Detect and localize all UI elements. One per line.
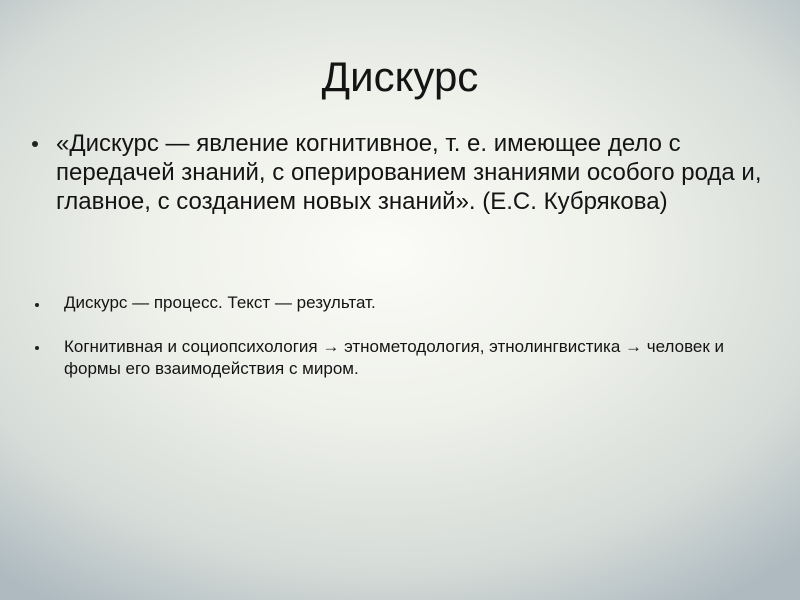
bullet-item-disciplines — [64, 336, 784, 380]
bullet-dot-icon — [32, 141, 38, 147]
bullet-item-process — [64, 292, 784, 314]
bullet-dot-icon — [35, 303, 39, 307]
bullet-text: «Дискурс — явление когнитивное, т. е. имеющее дело с передачей знаний, с оперированием знаниями особого рода и, главное, с созданием новых знаний». (Е.С. Кубрякова) — [56, 130, 762, 215]
bullet-item-quote — [56, 129, 786, 216]
bullet-text: Дискурс — процесс. Текст — результат. — [64, 293, 376, 312]
bullet-dot-icon — [35, 346, 39, 350]
slide-title: Дискурс — [321, 53, 479, 100]
bullet-text: Когнитивная и социопсихология → этнометодология, этнолингвистика → человек и формы его взаимодействия с миром. — [64, 337, 725, 378]
